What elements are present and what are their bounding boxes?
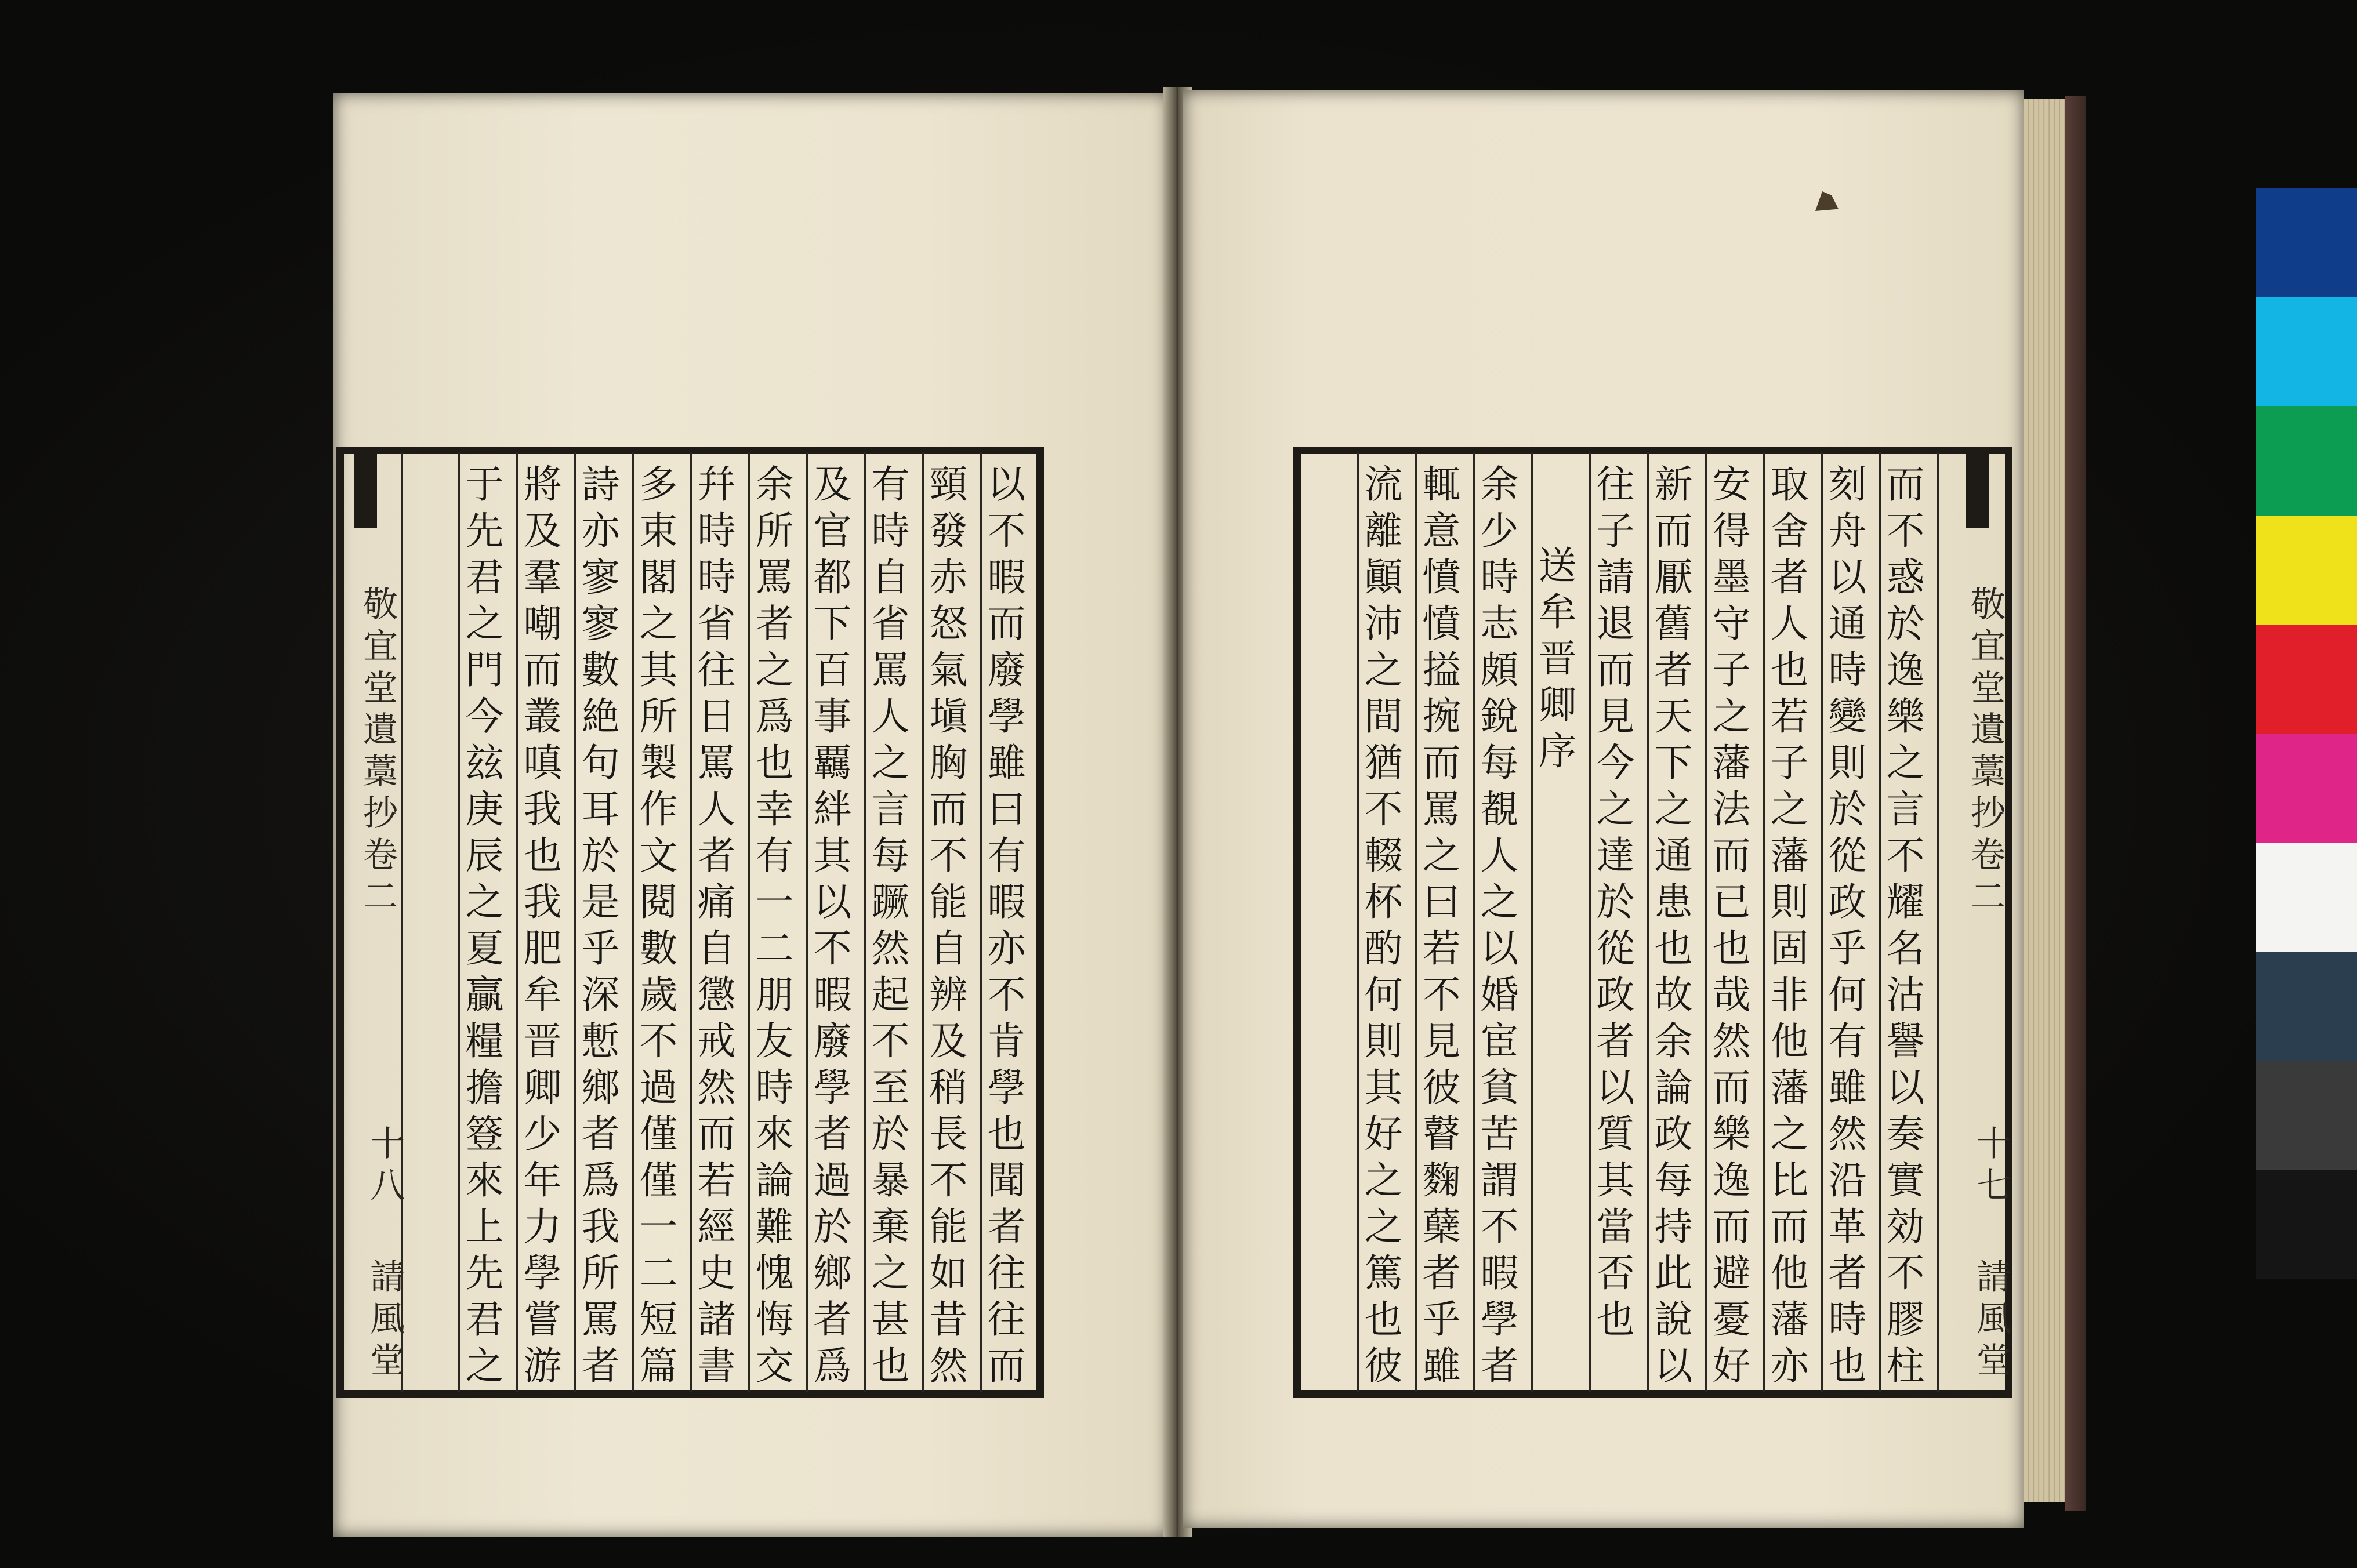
text-column: 有時自省罵人之言每蹶然起不至於暴棄之甚也: [865, 464, 909, 1392]
color-swatch: [2256, 188, 2357, 297]
color-swatch: [2256, 297, 2357, 406]
text-column: 于先君之門今玆庚辰之夏贏糧擔簦來上先君之: [459, 464, 503, 1392]
color-swatch: [2256, 843, 2357, 952]
color-swatch: [2256, 1061, 2357, 1170]
margin-folio: 十八: [364, 1125, 405, 1208]
fishtail-mark: [354, 452, 377, 528]
text-column: 頸發赤怒氣塡胸而不能自辨及稍長不能如昔然: [923, 464, 967, 1392]
color-calibration-strip: [2256, 188, 2357, 1279]
text-column: 安得墨守子之藩法而已也哉然而樂逸而避憂好: [1706, 464, 1750, 1392]
margin-folio: 十七: [1971, 1125, 2011, 1208]
margin-publisher: 請風堂: [364, 1258, 405, 1384]
text-column: 刻舟以通時變則於從政乎何有雖然沿革者時也: [1822, 464, 1866, 1392]
color-swatch: [2256, 734, 2357, 843]
right-text-frame: [1293, 447, 2012, 1398]
text-column: 往子請退而見今之達於從政者以質其當否也: [1590, 464, 1634, 1345]
left-text-frame: [336, 447, 1044, 1398]
color-swatch: [2256, 625, 2357, 734]
text-column: 新而厭舊者天下之通患也故余論政每持此說以: [1648, 464, 1692, 1392]
cover-edge: [2065, 96, 2086, 1511]
color-swatch: [2256, 1170, 2357, 1279]
text-column: 將及羣嘲而叢嗔我也我肥牟晋卿少年力學嘗游: [517, 464, 561, 1392]
text-column: 余少時志頗銳每覩人之以婚宦貧苦謂不暇學者: [1474, 464, 1518, 1392]
text-column: 及官都下百事覊絆其以不暇廢學者過於鄉者爲: [807, 464, 851, 1392]
text-column: 多束閣之其所製作文閱數歲不過僅僅一二短篇: [633, 464, 677, 1392]
text-column: 取舍者人也若子之藩則固非他藩之比而他藩亦: [1764, 464, 1808, 1392]
text-column: 余所罵者之爲也幸有一二朋友時來論難愧悔交: [749, 464, 793, 1392]
margin-title: 敬宜堂遺藁抄卷二: [1965, 586, 2006, 920]
fishtail-mark: [1966, 452, 1989, 528]
text-column: 以不暇而廢學雖曰有暇亦不肯學也聞者往往而: [981, 464, 1025, 1392]
color-swatch: [2256, 516, 2357, 625]
text-column: 詩亦寥寥數絶句耳於是乎深慙鄉者爲我所罵者: [575, 464, 619, 1392]
margin-publisher: 請風堂: [1971, 1258, 2011, 1384]
text-column: 而不惑於逸樂之言不耀名沽譽以奏實効不膠柱: [1880, 464, 1924, 1392]
color-swatch: [2256, 952, 2357, 1061]
text-column: 輒意憤憤搤捥而罵之曰若不見彼瞽麴蘖者乎雖: [1416, 464, 1460, 1392]
color-swatch: [2256, 406, 2357, 516]
margin-title: 敬宜堂遺藁抄卷二: [357, 586, 398, 920]
section-heading: 送牟晋卿序: [1532, 545, 1576, 777]
column-rule: [1937, 452, 1939, 1392]
text-column: 流離顚沛之間猶不輟杯酌何則其好之之篤也彼: [1358, 464, 1402, 1392]
text-column: 幷時時省往日罵人者痛自懲戒然而若經史諸書: [691, 464, 735, 1392]
